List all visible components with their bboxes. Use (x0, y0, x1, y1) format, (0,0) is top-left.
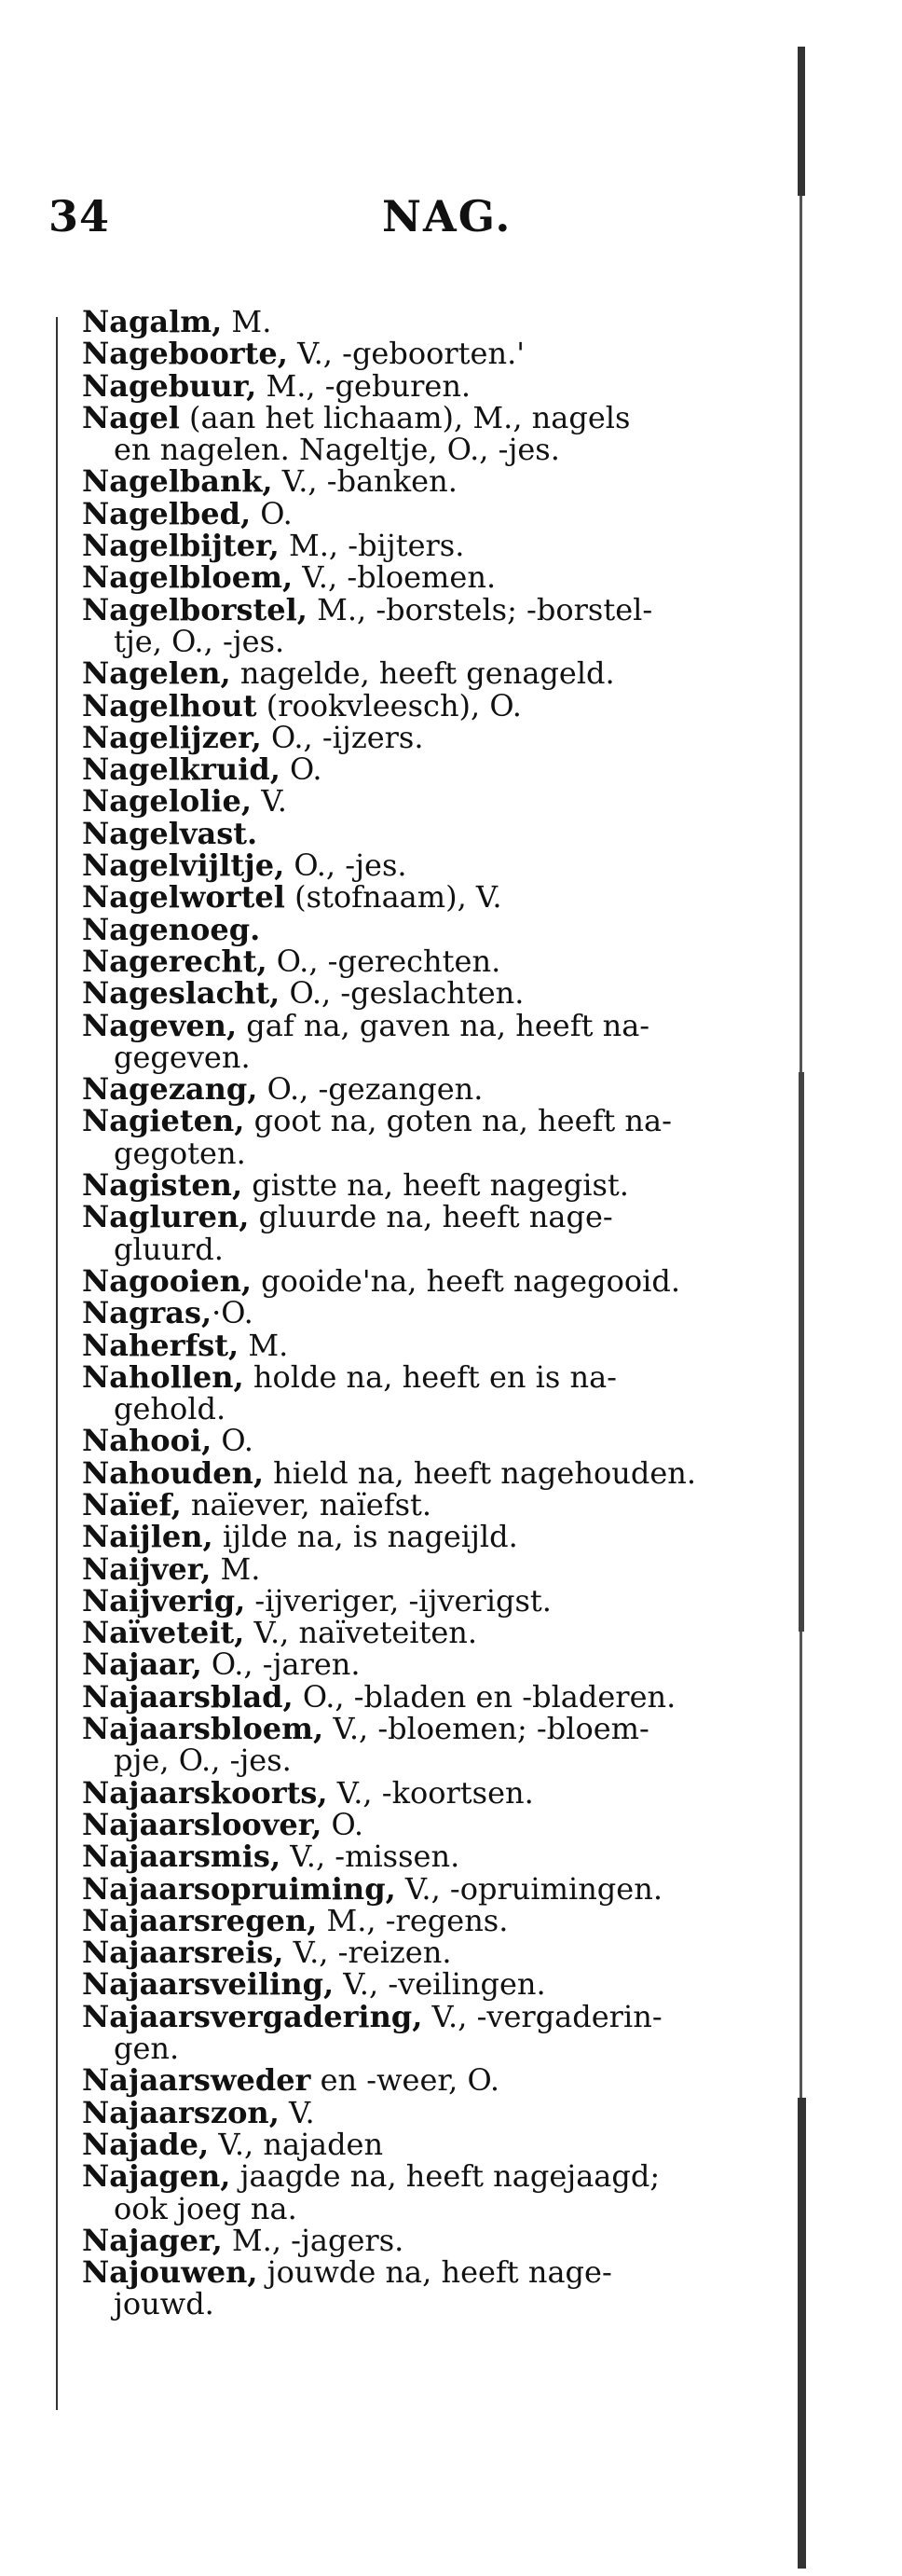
dictionary-entry (82, 2158, 762, 2195)
entry-text: O. (251, 495, 293, 531)
entry-text: (stofnaam), V. (284, 879, 502, 916)
entry-text: gluurd. (114, 1231, 224, 1267)
entry-text: gen. (114, 2031, 180, 2067)
dictionary-entry (82, 1423, 762, 1459)
page-header (0, 191, 902, 247)
dictionary-entry (82, 399, 762, 435)
headword: Nagelvast. (82, 815, 258, 851)
entry-text: en -weer, O. (310, 2062, 500, 2099)
entry-text: ·O. (212, 1295, 253, 1331)
entry-text: gegeven. (114, 1039, 251, 1075)
headword: Najaarsvergadering, (82, 1998, 423, 2034)
dictionary-entry (82, 1071, 762, 1108)
entry-text: M., -bijters. (279, 528, 465, 564)
headword: Nageven, (82, 1007, 238, 1043)
headword: Nagelijzer, (82, 719, 262, 755)
dictionary-entry (82, 719, 762, 755)
headword: Najaarsregen, (82, 1902, 318, 1938)
dictionary-entry (82, 751, 762, 788)
headword: Nagelen, (82, 655, 231, 692)
entry-text: gaf na, gaven na, heeft na- (237, 1007, 650, 1043)
headword: Naïef, (82, 1486, 182, 1522)
headword: Nagelbijter, (82, 528, 280, 564)
dictionary-entry (82, 975, 762, 1012)
headword: Nagooien, (82, 1262, 252, 1299)
dictionary-entry (82, 2222, 762, 2258)
entry-text: V., -koortsen. (327, 1774, 534, 1811)
entry-continuation (82, 1393, 762, 1425)
entry-text: ook joeg na. (114, 2190, 297, 2226)
entry-text: hield na, heeft nagehouden. (264, 1454, 697, 1491)
dictionary-entry (82, 1007, 762, 1043)
headword: Nagalm, (82, 304, 223, 339)
entry-text: V., naïveteiten. (244, 1615, 478, 1651)
dictionary-entry (82, 495, 762, 531)
headword: Najaar, (82, 1646, 202, 1683)
running-head: NAG. (382, 191, 512, 241)
entry-text: O. (212, 1423, 253, 1459)
dictionary-entry (82, 1774, 762, 1811)
dictionary-entry (82, 1678, 762, 1715)
entry-text: O., -bladen en -bladeren. (293, 1678, 676, 1715)
dictionary-entry (82, 1966, 762, 2003)
headword: Nagras, (82, 1295, 212, 1331)
entry-text: O., -geslachten. (280, 975, 525, 1012)
entry-text: M., -geburen. (256, 367, 472, 404)
headword: Najade, (82, 2126, 210, 2162)
dictionary-entry (82, 367, 762, 404)
dictionary-entry (82, 815, 762, 851)
entry-text: gehold. (114, 1391, 226, 1427)
dictionary-entry (82, 1519, 762, 1555)
headword: Najager, (82, 2222, 223, 2258)
entry-text: V., najaden (209, 2126, 384, 2162)
dictionary-entry (82, 1262, 762, 1299)
binding-edge (790, 47, 809, 2569)
dictionary-entry (82, 1329, 762, 1361)
entry-continuation (82, 1137, 762, 1169)
dictionary-entry (82, 1806, 762, 1842)
entry-text: V., -vergaderin- (422, 1998, 663, 2034)
dictionary-entry (82, 2062, 762, 2099)
dictionary-entry (82, 1486, 762, 1522)
entry-text: O. (280, 751, 322, 788)
headword: Nagelwortel (82, 879, 285, 916)
headword: Nagelvijltje, (82, 847, 285, 884)
entry-text: -ijveriger, -ijverigst. (245, 1582, 552, 1619)
dictionary-entry (82, 847, 762, 884)
entry-text: V. (279, 2094, 315, 2130)
dictionary-entry (82, 783, 762, 820)
headword: Nagelbank, (82, 463, 273, 500)
dictionary-entry (82, 559, 762, 596)
dictionary-entry (82, 687, 762, 723)
dictionary-entry (82, 879, 762, 916)
headword: Najaarsblad, (82, 1678, 294, 1715)
dictionary-entry (82, 2254, 762, 2291)
entry-text: V., -opruimingen. (395, 1870, 663, 1907)
dictionary-entry (82, 2094, 762, 2130)
entry-text: naïever, naïefst. (181, 1486, 432, 1522)
entry-text: V., -bloemen. (293, 559, 497, 596)
dictionary-entry (82, 1550, 762, 1587)
dictionary-entry (82, 1454, 762, 1491)
headword: Nagenoeg. (82, 911, 261, 947)
dictionary-entry (82, 1167, 762, 1204)
entry-text: goot na, goten na, heeft na- (244, 1103, 672, 1139)
entry-text: M., -borstels; -borstel- (307, 591, 653, 627)
headword: Nagelkruid, (82, 751, 280, 788)
headword: Najaarsweder (82, 2062, 311, 2099)
entry-text: (aan het lichaam), M., nagels (179, 399, 631, 435)
dictionary-entry (82, 945, 762, 977)
entry-continuation (82, 1041, 762, 1073)
headword: Nagluren, (82, 1199, 250, 1235)
headword: Najaarsopruiming, (82, 1870, 396, 1907)
headword: Nagerecht, (82, 943, 267, 979)
dictionary-entry (82, 336, 762, 372)
headword: Nagelbloem, (82, 559, 294, 596)
headword: Nagelborstel, (82, 591, 308, 627)
dictionary-entry (82, 306, 762, 337)
headword: Nagieten, (82, 1103, 245, 1139)
entry-text: V., -reizen. (283, 1935, 452, 1971)
entry-text: V., -missen. (280, 1839, 460, 1875)
headword: Nagisten, (82, 1167, 243, 1204)
entry-text: gegoten. (114, 1135, 246, 1171)
headword: Nagelhout (82, 687, 257, 723)
entry-text: M. (211, 1550, 261, 1587)
headword: Naijverig, (82, 1582, 246, 1619)
entry-text: V., -veilingen. (334, 1966, 546, 2003)
entry-text: jouwd. (114, 2286, 214, 2322)
entry-text: gluurde na, heeft nage- (249, 1199, 613, 1235)
dictionary-entry (82, 1839, 762, 1875)
dictionary-entry (82, 591, 762, 627)
entry-text: jouwde na, heeft nage- (257, 2254, 612, 2291)
headword: Nagelolie, (82, 783, 253, 820)
entry-continuation (82, 1743, 762, 1779)
entry-text: O., -jaren. (201, 1646, 361, 1683)
entry-continuation (82, 2031, 762, 2067)
entry-text: V., -banken. (272, 463, 458, 500)
entry-continuation (82, 623, 762, 659)
headword: Najaarsbloem, (82, 1711, 324, 1747)
headword: Najaarsloover, (82, 1806, 322, 1842)
entry-text: V., -geboorten.' (287, 336, 526, 372)
headword: Nagebuur, (82, 367, 257, 404)
headword: Najouwen, (82, 2254, 258, 2291)
entry-text: gooide'na, heeft nagegooid. (251, 1262, 681, 1299)
dictionary-entry (82, 1998, 762, 2034)
headword: Naijver, (82, 1550, 212, 1587)
dictionary-entry (82, 911, 762, 947)
entry-text: ijlde na, is nageijld. (212, 1519, 518, 1555)
dictionary-entry (82, 463, 762, 500)
entry-text: O., -ijzers. (261, 719, 424, 755)
headword: Najagen, (82, 2158, 231, 2195)
entry-text: O. (321, 1806, 364, 1842)
entry-text: holde na, heeft en is na- (243, 1358, 617, 1395)
headword: Nahooi, (82, 1423, 212, 1459)
entry-continuation (82, 2288, 762, 2320)
entry-text: O., -gezangen. (257, 1071, 484, 1108)
headword: Nagezang, (82, 1071, 258, 1108)
dictionary-entries (82, 306, 762, 2321)
headword: Nahollen, (82, 1358, 244, 1395)
dictionary-entry (82, 1711, 762, 1747)
entry-text: V., -bloemen; -bloem- (323, 1711, 649, 1747)
entry-text: gistte na, heeft nagegist. (242, 1167, 629, 1204)
entry-text: pje, O., -jes. (114, 1743, 292, 1779)
entry-text: V. (252, 783, 287, 820)
dictionary-entry (82, 1103, 762, 1139)
headword: Nageslacht, (82, 975, 280, 1012)
entry-text: nagelde, heeft genageld. (230, 655, 615, 692)
entry-text: M. (222, 304, 272, 339)
column-rule (56, 317, 58, 2410)
headword: Naïveteit, (82, 1615, 245, 1651)
page-number: 34 (48, 191, 111, 241)
entry-text: M. (239, 1327, 289, 1363)
entry-text: jaagde na, heeft nagejaagd; (230, 2158, 661, 2195)
entry-text: tje, O., -jes. (114, 623, 285, 659)
dictionary-entry (82, 1646, 762, 1683)
dictionary-entry (82, 528, 762, 564)
dictionary-entry (82, 1582, 762, 1619)
entry-text: O., -jes. (284, 847, 407, 884)
headword: Naherfst, (82, 1327, 239, 1363)
headword: Najaarsmis, (82, 1839, 281, 1875)
entry-text: M., -jagers. (222, 2222, 404, 2258)
dictionary-entry (82, 655, 762, 692)
headword: Najaarsveiling, (82, 1966, 335, 2003)
dictionary-entry (82, 1615, 762, 1651)
dictionary-entry (82, 1902, 762, 1938)
dictionary-entry (82, 1870, 762, 1907)
headword: Najaarsreis, (82, 1935, 284, 1971)
headword: Nagel (82, 399, 180, 435)
entry-continuation (82, 2190, 762, 2226)
entry-text: (rookvleesch), O. (256, 687, 522, 723)
dictionary-entry (82, 1297, 762, 1329)
headword: Najaarszon, (82, 2094, 280, 2130)
dictionary-entry (82, 1935, 762, 1971)
headword: Nageboorte, (82, 336, 288, 372)
entry-continuation (82, 432, 762, 468)
entry-text: M., -regens. (317, 1902, 509, 1938)
headword: Nagelbed, (82, 495, 252, 531)
headword: Naijlen, (82, 1519, 213, 1555)
headword: Nahouden, (82, 1454, 264, 1491)
dictionary-entry (82, 2128, 762, 2160)
dictionary-entry (82, 1201, 762, 1233)
dictionary-entry (82, 1358, 762, 1395)
entry-text: O., -gerechten. (266, 943, 501, 979)
headword: Najaarskoorts, (82, 1774, 328, 1811)
entry-text: en nagelen. Nageltje, O., -jes. (114, 432, 560, 468)
entry-continuation (82, 1233, 762, 1265)
